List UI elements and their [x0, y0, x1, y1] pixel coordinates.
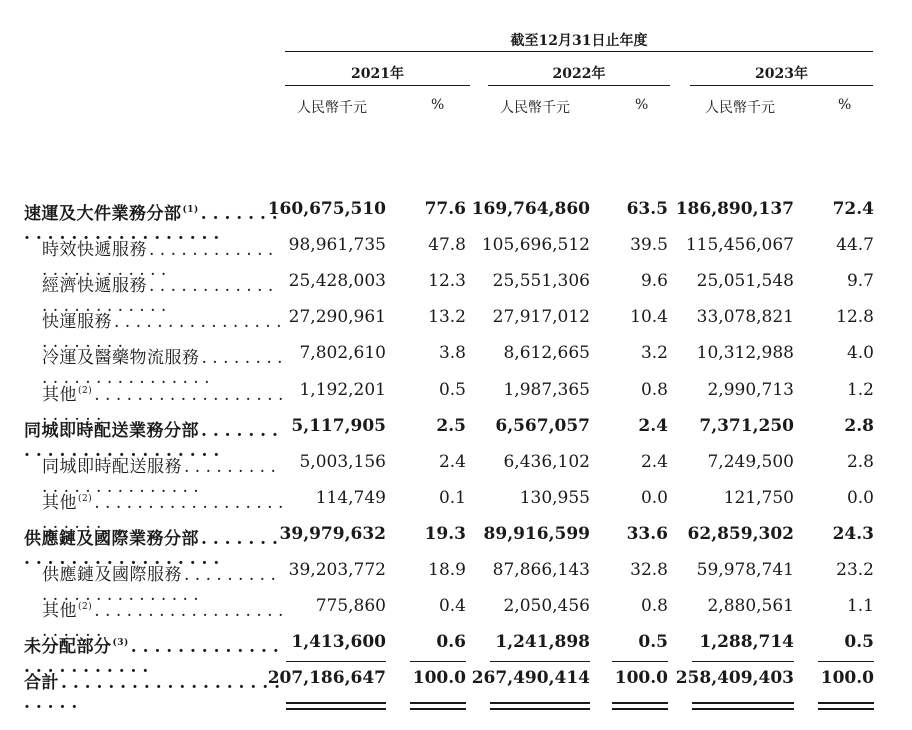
table-row [0, 343, 912, 389]
cell-2022-pct: 0.8 [640, 379, 668, 400]
row-label-text: 供應鏈及國際業務分部 [24, 528, 199, 549]
leader-dots: . . . . . . . . . . . . . . . . . . . . . . . . [24, 204, 278, 244]
table-row [0, 415, 912, 461]
cell-2022-pct: 0.5 [638, 632, 668, 653]
cell-2022-pct: 100.0 [614, 668, 668, 689]
table-row [0, 523, 912, 569]
leader-dots: . . . . . . . . . . . . . . . . . . . . . . . . [42, 601, 284, 642]
unit-pct-2022: % [635, 97, 649, 113]
cell-2021-pct: 18.9 [428, 560, 466, 580]
row-label [24, 668, 284, 713]
leader-dots: . . . . . . . . . . . . . . . . . . . . . . . . [42, 565, 276, 605]
table-row [0, 451, 912, 497]
table-row [0, 668, 912, 714]
table-row [0, 271, 912, 317]
cell-2023-pct: 72.4 [832, 199, 874, 219]
cell-2022-pct: 2.4 [640, 451, 668, 472]
period-heading: 截至12月31日止年度 [510, 33, 648, 49]
cell-2021-pct: 2.5 [436, 415, 466, 436]
cell-2023-pct: 1.1 [846, 596, 874, 617]
cell-2021-pct: 19.3 [424, 523, 466, 544]
row-label-text: 未分配部分 [24, 637, 112, 658]
leader-dots: . . . . . . . . . . . . . . . . . . . . . . . . [24, 420, 278, 461]
cell-2023-amount: 7,371,250 [699, 415, 794, 436]
total-double-rule-2023-amount [692, 702, 794, 710]
cell-2022-pct: 9.6 [640, 271, 668, 292]
unit-pct-2023: % [838, 97, 852, 113]
cell-2021-amount: 27,290,961 [288, 307, 386, 328]
table-row [0, 235, 912, 281]
cell-2023-amount: 186,890,137 [675, 199, 794, 219]
footnote-marker: (2) [78, 602, 93, 613]
cell-2023-amount: 1,288,714 [699, 632, 794, 653]
row-label-text: 同城即時配送服務 [42, 456, 182, 477]
leader-dots: . . . . . . . . . . . . . . . . . . . . . . . . [24, 528, 278, 569]
cell-2022-pct: 10.4 [630, 307, 668, 328]
cell-2023-amount: 258,409,403 [675, 668, 794, 689]
cell-2023-amount: 2,880,561 [707, 596, 794, 617]
cell-2023-pct: 12.8 [836, 307, 874, 328]
cell-2022-amount: 267,490,414 [471, 668, 590, 689]
leader-dots: . . . . . . . . . . . . . . . . . . . . . . . . [42, 492, 284, 533]
cell-2022-amount: 2,050,456 [503, 596, 590, 617]
cell-2023-pct: 44.7 [836, 235, 874, 256]
cell-2022-amount: 87,866,143 [492, 560, 590, 580]
cell-2023-pct: 0.5 [844, 632, 874, 653]
row-label-text: 供應鏈及國際服務 [42, 565, 182, 585]
cell-2022-amount: 27,917,012 [492, 307, 590, 328]
subtotal-rule-2021-amount [286, 661, 386, 662]
cell-2023-pct: 24.3 [832, 523, 874, 544]
cell-2021-amount: 39,203,772 [288, 560, 386, 580]
unit-rmb-2022: 人民幣千元 [500, 100, 570, 116]
table-row [0, 199, 912, 244]
footnote-marker: (3) [112, 638, 129, 649]
cell-2023-amount: 62,859,302 [687, 523, 794, 544]
total-double-rule-2021-pct [410, 702, 466, 710]
cell-2023-amount: 7,249,500 [707, 451, 794, 472]
subtotal-rule-2023-amount [692, 661, 794, 662]
cell-2021-amount: 5,117,905 [291, 415, 386, 436]
subtotal-rule-2021-pct [410, 661, 466, 662]
period-rule [285, 51, 873, 52]
leader-dots: . . . . . . . . . . . . . . . . . . . . . . . . [42, 240, 274, 281]
leader-dots: . . . . . . . . . . . . . . . . . . . . . . . . [42, 456, 276, 497]
cell-2022-amount: 105,696,512 [481, 235, 590, 256]
table-row [0, 307, 912, 353]
cell-2022-amount: 1,241,898 [495, 632, 590, 653]
cell-2021-amount: 1,192,201 [299, 379, 386, 400]
leader-dots: . . . . . . . . . . . . . . . . . . . . . . . . [42, 312, 282, 353]
leader-dots: . . . . . . . . . . . . . . . . . . . . . . . . [42, 384, 284, 425]
cell-2021-pct: 0.1 [438, 487, 466, 508]
row-label-text: 其他 [42, 384, 77, 405]
leader-dots: . . . . . . . . . . . . . . . . . . . . . . . . [24, 637, 279, 678]
total-double-rule-2021-amount [286, 702, 386, 710]
unit-rmb-2021: 人民幣千元 [297, 100, 367, 116]
unit-pct-2021: % [431, 97, 445, 113]
row-label-text: 其他 [42, 601, 77, 622]
cell-2021-pct: 100.0 [412, 668, 466, 689]
cell-2021-pct: 12.3 [428, 271, 466, 292]
cell-2021-amount: 775,860 [315, 596, 386, 617]
year-2022-rule [488, 85, 670, 86]
table-row [0, 632, 912, 678]
cell-2021-pct: 3.8 [438, 343, 466, 364]
cell-2023-pct: 100.0 [820, 668, 874, 689]
cell-2023-amount: 2,990,713 [707, 379, 794, 400]
row-label-text: 快運服務 [42, 312, 112, 333]
cell-2022-amount: 25,551,306 [492, 271, 590, 292]
cell-2023-pct: 2.8 [846, 451, 874, 472]
row-label-text: 冷運及醫藥物流服務 [42, 348, 200, 369]
cell-2023-pct: 0.0 [846, 487, 874, 508]
leader-dots: . . . . . . . . . . . . . . . . . . . . . . . . [24, 673, 280, 714]
cell-2023-pct: 23.2 [836, 560, 874, 580]
row-label-text: 其他 [42, 492, 77, 513]
leader-dots: . . . . . . . . . . . . . . . . . . . . . . . . [42, 348, 283, 389]
table-row [0, 596, 912, 642]
cell-2022-amount: 130,955 [519, 487, 590, 508]
year-2022-heading: 2022年 [552, 66, 606, 82]
cell-2022-pct: 0.8 [640, 596, 668, 617]
cell-2021-pct: 0.5 [438, 379, 466, 400]
footnote-marker: (2) [78, 493, 93, 504]
cell-2023-amount: 10,312,988 [696, 343, 794, 364]
table-row [0, 560, 912, 605]
cell-2021-amount: 160,675,510 [267, 199, 386, 219]
cell-2021-amount: 5,003,156 [299, 451, 386, 472]
table-row [0, 379, 912, 425]
cell-2021-pct: 77.6 [424, 199, 466, 219]
cell-2022-amount: 6,436,102 [503, 451, 590, 472]
cell-2021-pct: 0.6 [436, 632, 466, 653]
cell-2023-amount: 33,078,821 [696, 307, 794, 328]
total-double-rule-2023-pct [818, 702, 874, 710]
cell-2022-pct: 63.5 [626, 199, 668, 219]
year-2023-rule [690, 85, 873, 86]
cell-2023-amount: 25,051,548 [696, 271, 794, 292]
cell-2022-pct: 32.8 [630, 560, 668, 580]
cell-2022-amount: 6,567,057 [495, 415, 590, 436]
cell-2021-pct: 47.8 [428, 235, 466, 256]
row-label-text: 同城即時配送業務分部 [24, 420, 199, 441]
cell-2023-amount: 115,456,067 [685, 235, 794, 256]
subtotal-rule-2022-amount [490, 661, 590, 662]
cell-2021-amount: 1,413,600 [291, 632, 386, 653]
year-2021-heading: 2021年 [351, 66, 404, 82]
cell-2021-pct: 2.4 [438, 451, 466, 472]
total-double-rule-2022-amount [490, 702, 590, 710]
cell-2021-amount: 7,802,610 [299, 343, 386, 364]
cell-2022-pct: 3.2 [640, 343, 668, 364]
subtotal-rule-2022-pct [612, 661, 668, 662]
row-label-text: 速運及大件業務分部 [24, 204, 182, 224]
leader-dots: . . . . . . . . . . . . . . . . . . . . . . . . [42, 276, 274, 317]
unit-rmb-2023: 人民幣千元 [705, 100, 775, 116]
cell-2021-pct: 0.4 [438, 596, 466, 617]
cell-2022-pct: 39.5 [630, 235, 668, 256]
cell-2021-amount: 25,428,003 [288, 271, 386, 292]
row-label-text: 合計 [24, 673, 59, 694]
subtotal-rule-2023-pct [818, 661, 874, 662]
cell-2021-pct: 13.2 [428, 307, 466, 328]
cell-2021-amount: 207,186,647 [267, 668, 386, 689]
year-2023-heading: 2023年 [755, 66, 808, 82]
total-double-rule-2022-pct [612, 702, 668, 710]
row-label-text: 時效快遞服務 [42, 240, 147, 261]
footnote-marker: (1) [182, 205, 199, 215]
table-row [0, 487, 912, 533]
cell-2021-amount: 39,979,632 [279, 523, 386, 544]
cell-2023-amount: 59,978,741 [696, 560, 794, 580]
cell-2022-pct: 0.0 [640, 487, 668, 508]
cell-2022-amount: 169,764,860 [471, 199, 590, 219]
cell-2022-pct: 2.4 [638, 415, 668, 436]
cell-2023-pct: 9.7 [846, 271, 874, 292]
footnote-marker: (2) [78, 385, 93, 396]
cell-2022-amount: 89,916,599 [483, 523, 590, 544]
cell-2022-amount: 8,612,665 [503, 343, 590, 364]
cell-2022-pct: 33.6 [626, 523, 668, 544]
cell-2021-amount: 98,961,735 [288, 235, 386, 256]
year-2021-rule [285, 85, 470, 86]
cell-2023-pct: 4.0 [846, 343, 874, 364]
cell-2023-amount: 121,750 [723, 487, 794, 508]
cell-2023-pct: 2.8 [844, 415, 874, 436]
cell-2021-amount: 114,749 [315, 487, 386, 508]
cell-2022-amount: 1,987,365 [503, 379, 590, 400]
row-label-text: 經濟快遞服務 [42, 276, 147, 297]
cell-2023-pct: 1.2 [846, 379, 874, 400]
